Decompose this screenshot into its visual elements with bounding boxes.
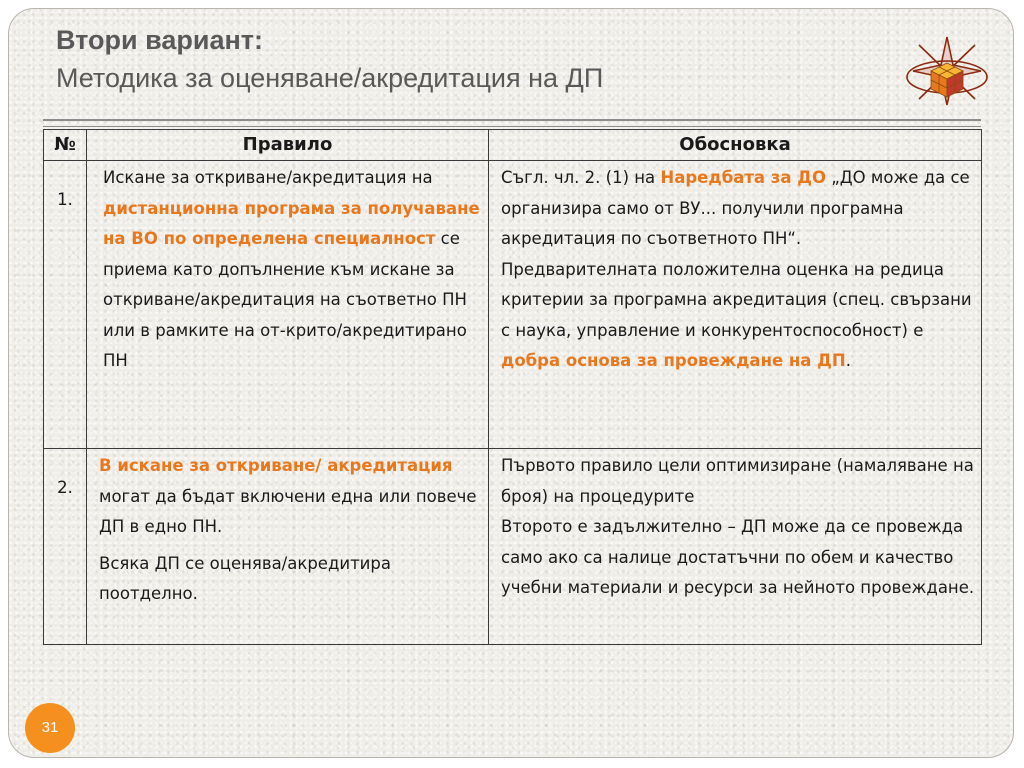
title-line-2: Методика за оценяване/акредитация на ДП [56,63,604,93]
reason-highlight: Наредбата за ДО [660,168,826,187]
rule-paragraph [99,451,482,543]
row-number: 2. [44,449,87,645]
page-number-badge: 31 [25,703,75,753]
table-header-row [44,130,982,161]
header-reason: Обосновка [489,130,982,161]
title-divider-thick [43,119,981,121]
rule-paragraph: Всяка ДП се оценява/акредитира поотделно. [99,553,391,603]
table-row [44,449,982,645]
reason-paragraph: Второто е задължително – ДП може да се провежда само ако са налице достатъчни по обем и качество учебни материали и ресурси за нейното провеждане. [501,517,975,597]
header-rule: Правило [87,130,489,161]
reason-text: Предварителната положителна оценка на редица критерии за програмна акредитация (спец. свързани с наука, управление и конкурентоспособност) е [501,259,972,340]
header-num: № [44,130,87,161]
table-row [44,161,982,449]
title-line-1: Втори вариант: [56,25,263,55]
reason-paragraph: Първото правило цели оптимизиране (намаляване на броя) на процедурите [501,456,974,506]
reason-paragraph [501,163,975,255]
rules-table [43,129,982,645]
reason-text: „ДО може да се организира само от ВУ... получили програмна акредитация по съответното ПН“. [501,168,970,248]
rule-cell [87,161,489,449]
slide [8,8,1014,758]
row-number: 1. [44,161,87,449]
rule-text: Искане за откриване/акредитация на [103,168,433,187]
slide-title [56,21,603,97]
title-divider-thin [43,126,981,127]
rule-text: се приема като допълнение към искане за откриване/акредитация на съответно ПН или в рамките на от-крито/акредитирано ПН [103,229,467,370]
reason-text: . [845,351,851,370]
reason-cell [489,161,982,449]
compass-cube-logo-icon [899,33,995,113]
reason-paragraph [501,255,975,377]
rule-text: могат да бъдат включени една или повече ДП в едно ПН. [99,486,477,536]
rule-cell [87,449,489,645]
rule-highlight: В искане за откриване/ акредитация [99,456,453,475]
rule-highlight: дистанционна програма за получаване на ВО по определена специалност [103,198,480,248]
reason-text: Съгл. чл. 2. (1) на [501,168,661,187]
reason-highlight: добра основа за провеждане на ДП [501,351,846,370]
reason-cell [489,449,982,645]
